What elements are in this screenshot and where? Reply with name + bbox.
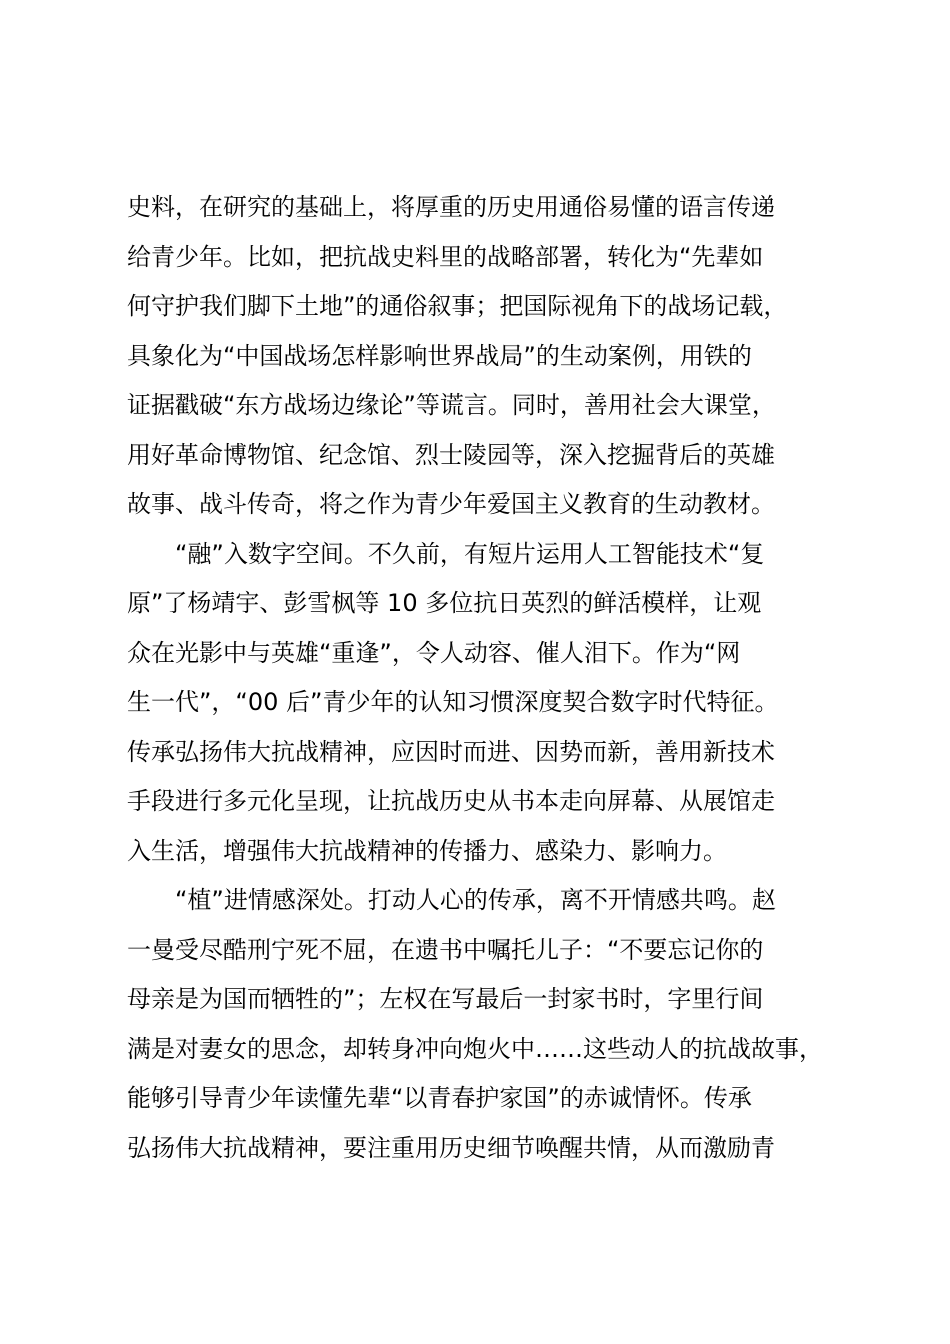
text-line: 母亲是为国而牺牲的”；左权在写最后一封家书时，字里行间 bbox=[127, 985, 764, 1013]
text-line: 传承弘扬伟大抗战精神，应因时而进、因势而新，善用新技术 bbox=[127, 737, 775, 766]
paragraph-start-line: “融”入数字空间。不久前，有短片运用人工智能技术“复 bbox=[175, 539, 765, 568]
text-line: 入生活，增强伟大抗战精神的传播力、感染力、影响力。 bbox=[127, 836, 727, 865]
text-line: 生一代”，“00 后”青少年的认知习惯深度契合数字时代特征。 bbox=[127, 688, 779, 716]
paragraph-start-line: “植”进情感深处。打动人心的传承，离不开情感共鸣。赵 bbox=[175, 886, 776, 914]
text-line: 弘扬伟大抗战精神，要注重用历史细节唤醒共情，从而激励青 bbox=[127, 1133, 775, 1162]
text-line: 故事、战斗传奇，将之作为青少年爱国主义教育的生动教材。 bbox=[127, 490, 775, 518]
text-line: 手段进行多元化呈现，让抗战历史从书本走向屏幕、从展馆走 bbox=[127, 787, 775, 815]
text-line: 具象化为“中国战场怎样影响世界战局”的生动案例，用铁的 bbox=[127, 341, 752, 370]
text-line: 满是对妻女的思念，却转身冲向炮火中……这些动人的抗战故事， bbox=[127, 1034, 823, 1063]
text-line: 史料，在研究的基础上，将厚重的历史用通俗易懂的语言传递 bbox=[127, 193, 775, 221]
text-line: 何守护我们脚下土地”的通俗叙事；把国际视角下的战场记载， bbox=[127, 292, 788, 320]
body-text bbox=[127, 183, 867, 1173]
text-line: 原”了杨靖宇、彭雪枫等 10 多位抗日英烈的鲜活模样，让观 bbox=[127, 589, 762, 617]
text-line: 一曼受尽酷刑宁死不屈，在遗书中嘱托儿子：“不要忘记你的 bbox=[127, 935, 764, 964]
text-line: 能够引导青少年读懂先辈“以青春护家国”的赤诚情怀。传承 bbox=[127, 1084, 752, 1112]
text-line: 给青少年。比如，把抗战史料里的战略部署，转化为“先辈如 bbox=[127, 242, 764, 271]
text-line: 用好革命博物馆、纪念馆、烈士陵园等，深入挖掘背后的英雄 bbox=[127, 440, 775, 469]
text-line: 证据戳破“东方战场边缘论”等谎言。同时，善用社会大课堂， bbox=[127, 391, 776, 419]
text-line: 众在光影中与英雄“重逢”，令人动容、催人泪下。作为“网 bbox=[127, 638, 741, 667]
